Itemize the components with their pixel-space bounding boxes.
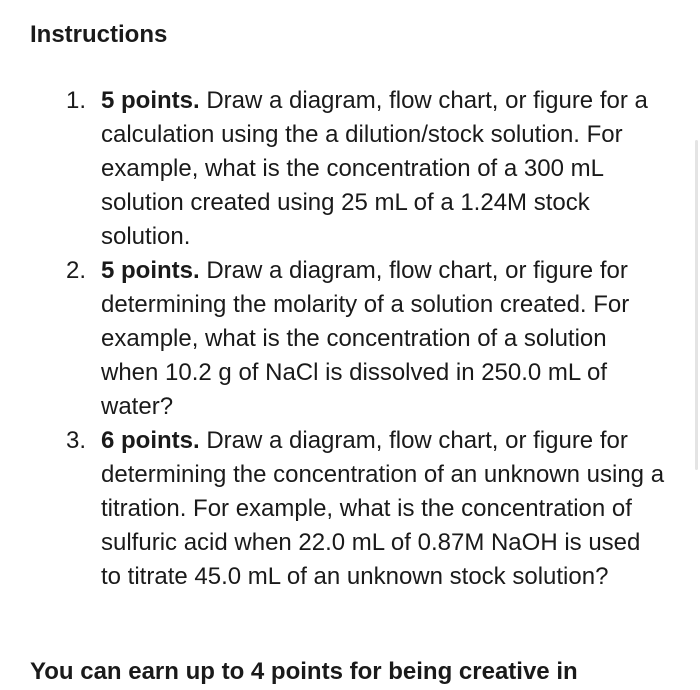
item-points: 5 points. xyxy=(101,257,200,284)
item-number: 3. xyxy=(66,427,87,454)
page-title: Instructions xyxy=(30,21,168,48)
item-number: 1. xyxy=(66,87,87,114)
footer-note: You can earn up to 4 points for being creative in xyxy=(30,658,578,685)
item-points: 6 points. xyxy=(101,427,200,454)
instructions-list xyxy=(0,84,700,594)
item-points: 5 points. xyxy=(101,87,200,114)
item-text: Draw a diagram, flow chart, or figure for determining the concentration of an unknown using a titration. For example, what is the concentration of sulfuric acid when 22.0 mL of 0.87M NaOH is used to titrate 45.0 mL of an unknown stock solution? xyxy=(101,427,665,590)
item-number: 2. xyxy=(66,257,87,284)
item-text: Draw a diagram, flow chart, or figure for determining the molarity of a solution created. For example, what is the concentration of a solution when 10.2 g of NaCl is dissolved in 250.0 mL of water? xyxy=(101,257,630,420)
list-item xyxy=(0,424,666,594)
list-item xyxy=(0,254,666,424)
list-item xyxy=(0,84,666,254)
item-text: Draw a diagram, flow chart, or figure for a calculation using the a dilution/stock solution. For example, what is the concentration of a 300 mL solution created using 25 mL of a 1.24M stock solution. xyxy=(101,87,648,250)
scrollbar[interactable] xyxy=(695,140,698,470)
